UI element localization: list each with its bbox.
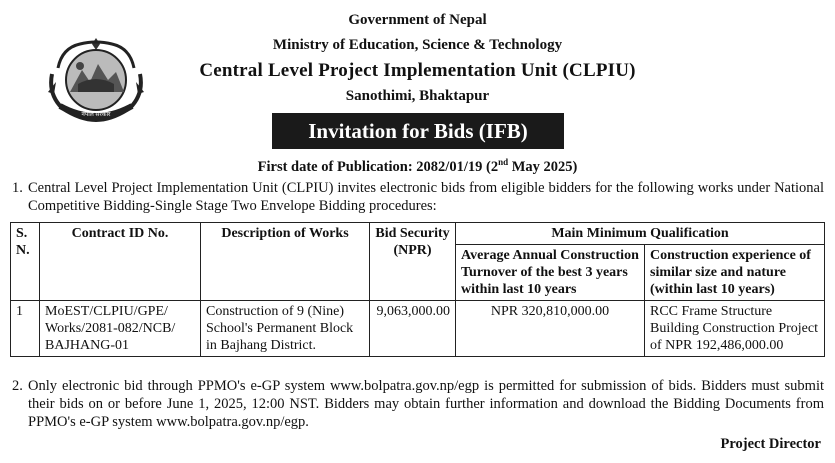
cell-experience: RCC Frame Structure Building Construction Project of NPR 192,486,000.00 <box>645 301 825 357</box>
publication-prefix: First date of Publication: 2082/01/19 (2 <box>257 158 499 175</box>
header-main-qualification: Main Minimum Qualification <box>456 223 825 245</box>
cell-sn: 1 <box>11 301 40 357</box>
publication-suffix: May 2025) <box>508 158 578 175</box>
publication-date <box>0 157 835 176</box>
header-contract-id: Contract ID No. <box>40 223 201 301</box>
cell-contract-id: MoEST/CLPIU/GPE/ Works/2081-082/NCB/ BAJHANG-01 <box>40 301 201 357</box>
table-row <box>11 301 825 357</box>
paragraph-text: Central Level Project Implementation Unit (CLPIU) invites electronic bids from eligible bidders for the following works under National Competitive Bidding-Single Stage Two Envelope Bidding procedures: <box>28 180 824 214</box>
paragraph-text: Only electronic bid through PPMO's e-GP system www.bolpatra.gov.np/egp is permitted for submission of bids. Bidders must submit their bids on or before June 1, 2025, 12:00 NST. Bidders may obtain further information and download the Bidding Documents from PPMO's e-GP system www.bolpatra.gov.np/egp. <box>28 378 824 430</box>
ministry-name: Ministry of Education, Science & Technology <box>272 37 563 53</box>
header-description: Description of Works <box>201 223 370 301</box>
government-name: Government of Nepal <box>348 12 487 28</box>
cell-bid-security: 9,063,000.00 <box>370 301 456 357</box>
unit-name: Central Level Project Implementation Unit (CLPIU) <box>199 60 636 81</box>
table-header-row <box>11 223 825 245</box>
publication-sup: nd <box>498 157 509 167</box>
emblem-caption: नेपाल सरकार <box>81 112 111 118</box>
cell-turnover: NPR 320,810,000.00 <box>456 301 645 357</box>
paragraph-number: 1. <box>12 180 23 196</box>
bid-table <box>10 222 825 357</box>
paragraph-1 <box>12 179 824 215</box>
header-experience: Construction experience of similar size and nature (within last 10 years) <box>645 245 825 301</box>
paragraph-number: 2. <box>12 378 23 394</box>
ifb-title-banner <box>272 113 564 149</box>
paragraph-2 <box>12 377 824 431</box>
header-sn: S. N. <box>11 223 40 301</box>
cell-description: Construction of 9 (Nine) School's Permanent Block in Bajhang District. <box>201 301 370 357</box>
unit-location: Sanothimi, Bhaktapur <box>345 88 490 104</box>
signature-title: Project Director <box>720 436 821 452</box>
ifb-title: Invitation for Bids (IFB) <box>308 118 528 143</box>
header-turnover: Average Annual Construction Turnover of the best 3 years within last 10 years <box>456 245 645 301</box>
header-bid-security: Bid Security (NPR) <box>370 223 456 301</box>
